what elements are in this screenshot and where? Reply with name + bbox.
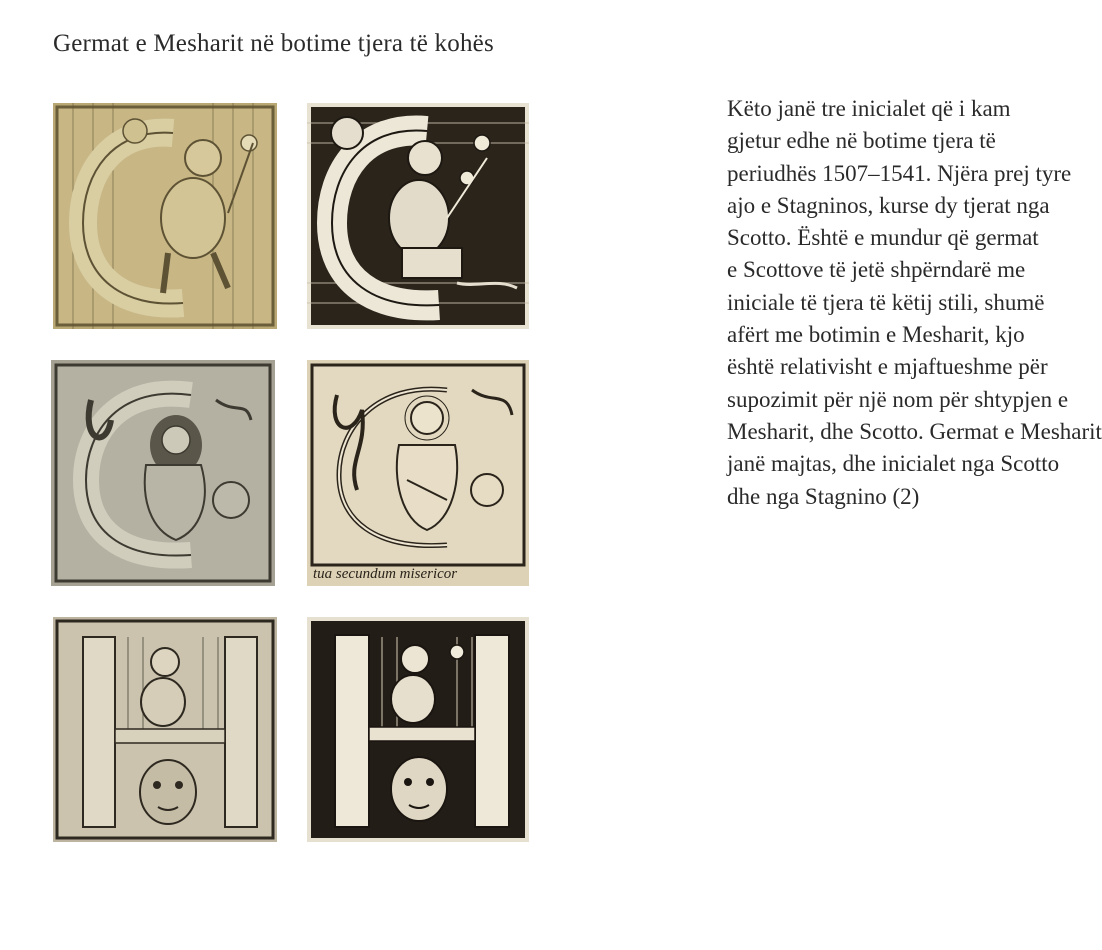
initial-c-scotto-image bbox=[307, 103, 529, 329]
initial-h-scotto-image bbox=[307, 617, 529, 842]
inscription-text: tua secundum misericor bbox=[313, 566, 458, 582]
text-line: e Scottove të jetë shpërndarë me bbox=[727, 257, 1026, 283]
text-line: afërt me botimin e Mesharit, kjo bbox=[727, 322, 1025, 348]
page-title: Germat e Mesharit në botime tjera të kohës bbox=[53, 30, 494, 57]
text-line: është relativisht e mjaftueshme për bbox=[727, 354, 1048, 380]
text-line: periudhës 1507–1541. Njëra prej tyre bbox=[727, 160, 1072, 186]
text-line: ajo e Stagninos, kurse dy tjerat nga bbox=[727, 192, 1050, 218]
description-text bbox=[727, 93, 1102, 513]
text-line: iniciale të tjera të këtij stili, shumë bbox=[727, 289, 1045, 315]
text-line: Scotto. Është e mundur që germat bbox=[727, 225, 1039, 251]
initial-c-angel-scotto-image bbox=[307, 360, 529, 586]
text-line: supozimit për një nom për shtypjen e bbox=[727, 386, 1069, 412]
text-line: janë majtas, dhe inicialet nga Scotto bbox=[727, 451, 1060, 477]
initial-c-angel-mesharit-image bbox=[51, 360, 275, 586]
initial-h-mesharit-image bbox=[53, 617, 277, 842]
text-line: Mesharit, dhe Scotto. Germat e Mesharit bbox=[727, 418, 1102, 444]
text-line: Këto janë tre inicialet që i kam bbox=[727, 96, 1011, 121]
text-line: gjetur edhe në botime tjera të bbox=[727, 128, 996, 154]
initial-c-mesharit-image bbox=[53, 103, 277, 329]
text-line: dhe nga Stagnino (2) bbox=[727, 483, 920, 509]
